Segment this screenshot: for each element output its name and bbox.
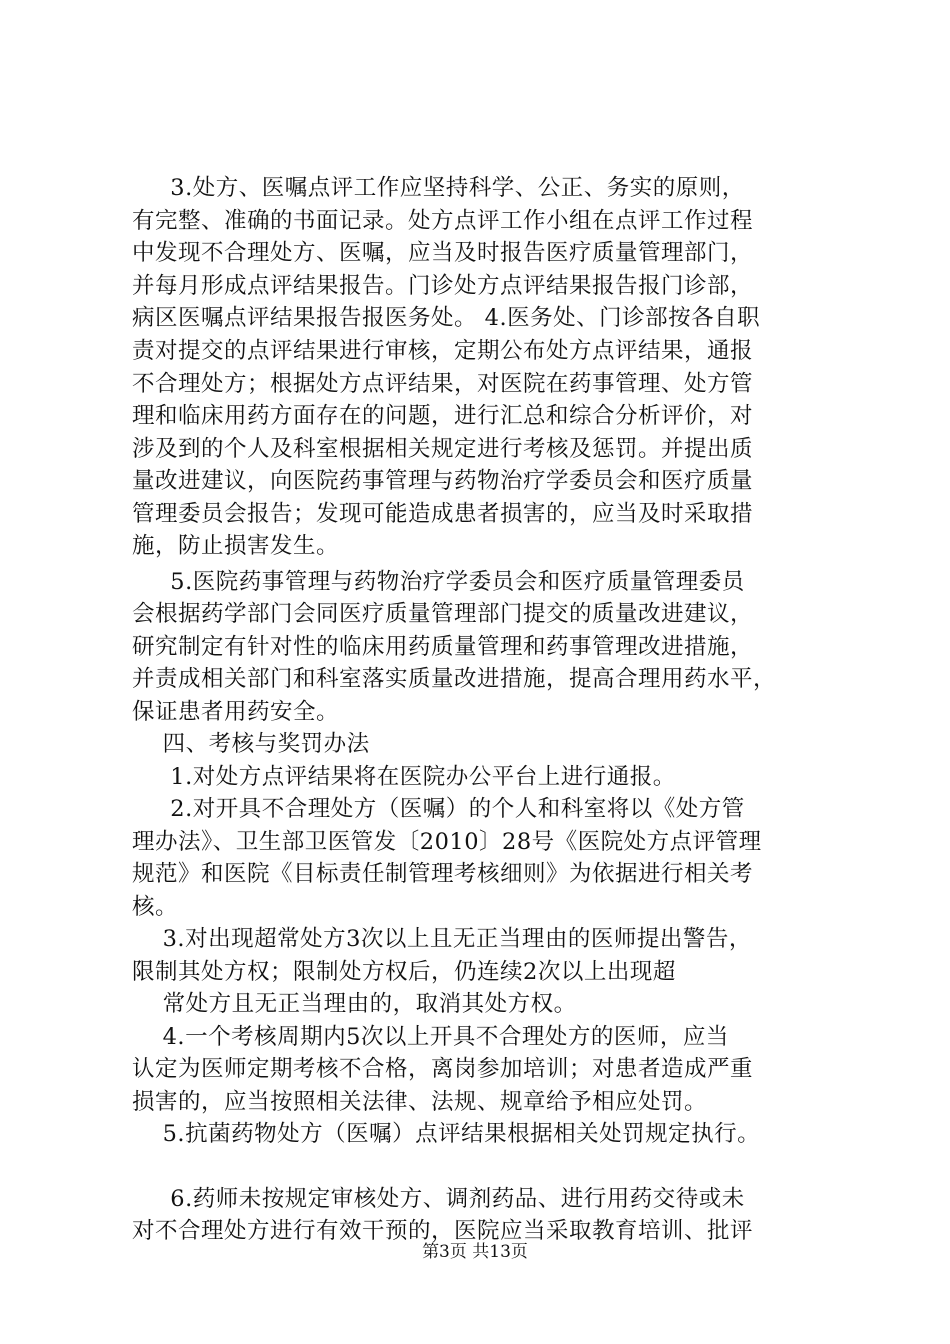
text-line: 有完整、准确的书面记录。处方点评工作小组在点评工作过程 bbox=[132, 208, 754, 234]
text-line: 3.处方、医嘱点评工作应坚持科学、公正、务实的原则， bbox=[132, 175, 745, 201]
text-line: 病区医嘱点评结果报告报医务处。 4.医务处、门诊部按各自职 bbox=[132, 305, 761, 331]
text-line: 限制其处方权；限制处方权后，仍连续2次以上出现超 bbox=[132, 959, 676, 985]
text-line: 5.医院药事管理与药物治疗学委员会和医疗质量管理委员 bbox=[132, 569, 745, 595]
text-line: 管理委员会报告；发现可能造成患者损害的，应当及时采取措 bbox=[132, 501, 754, 527]
text-line: 并责成相关部门和科室落实质量改进措施，提高合理用药水平， bbox=[132, 666, 777, 692]
text-line: 并每月形成点评结果报告。门诊处方点评结果报告报门诊部， bbox=[132, 273, 754, 299]
page-footer: 第3页 共13页 bbox=[422, 1242, 528, 1262]
text-line: 理和临床用药方面存在的问题，进行汇总和综合分析评价，对 bbox=[132, 403, 754, 429]
text-line: 研究制定有针对性的临床用药质量管理和药事管理改进措施， bbox=[132, 634, 754, 660]
text-line: 6.药师未按规定审核处方、调剂药品、进行用药交待或未 bbox=[132, 1186, 745, 1212]
text-line: 量改进建议，向医院药事管理与药物治疗学委员会和医疗质量 bbox=[132, 468, 754, 494]
text-line: 规范》和医院《目标责任制管理考核细则》为依据进行相关考 bbox=[132, 861, 754, 887]
text-line: 认定为医师定期考核不合格，离岗参加培训；对患者造成严重 bbox=[132, 1056, 754, 1082]
text-line: 责对提交的点评结果进行审核，定期公布处方点评结果，通报 bbox=[132, 338, 754, 364]
text-line: 2.对开具不合理处方（医嘱）的个人和科室将以《处方管 bbox=[132, 796, 745, 822]
text-line: 中发现不合理处方、医嘱，应当及时报告医疗质量管理部门， bbox=[132, 240, 754, 266]
text-line: 不合理处方；根据处方点评结果，对医院在药事管理、处方管 bbox=[132, 371, 754, 397]
text-line: 对不合理处方进行有效干预的，医院应当采取教育培训、批评 bbox=[132, 1218, 754, 1244]
text-line: 四、考核与奖罚办法 bbox=[132, 731, 370, 757]
text-line: 损害的，应当按照相关法律、法规、规章给予相应处罚。 bbox=[132, 1089, 708, 1115]
text-line: 理办法》、卫生部卫医管发〔2010〕28号《医院处方点评管理 bbox=[132, 829, 762, 855]
text-line: 施，防止损害发生。 bbox=[132, 533, 340, 559]
text-line: 4.一个考核周期内5次以上开具不合理处方的医师，应当 bbox=[132, 1024, 729, 1050]
text-line: 3.对出现超常处方3次以上且无正当理由的医师提出警告， bbox=[132, 926, 752, 952]
text-line: 1.对处方点评结果将在医院办公平台上进行通报。 bbox=[132, 764, 676, 790]
text-line: 会根据药学部门会同医疗质量管理部门提交的质量改进建议， bbox=[132, 601, 754, 627]
text-line: 常处方且无正当理由的，取消其处方权。 bbox=[132, 991, 577, 1017]
text-line: 保证患者用药安全。 bbox=[132, 699, 340, 725]
text-line: 涉及到的个人及科室根据相关规定进行考核及惩罚。并提出质 bbox=[132, 436, 754, 462]
text-line: 5.抗菌药物处方（医嘱）点评结果根据相关处罚规定执行。 bbox=[132, 1121, 761, 1147]
text-line: 核。 bbox=[132, 894, 179, 920]
